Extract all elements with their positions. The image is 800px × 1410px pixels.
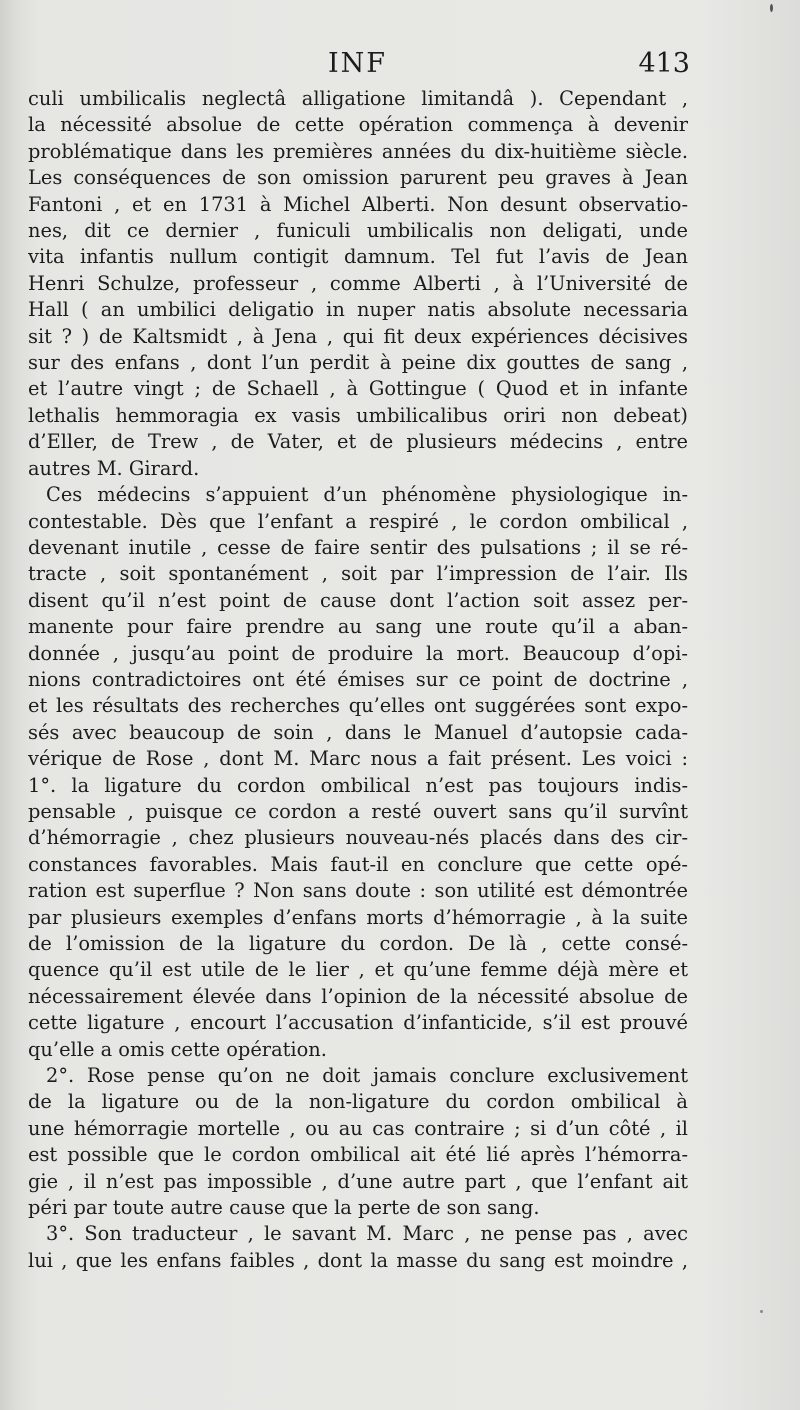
text-line: 2°. Rose pense qu’on ne doit jamais conclure exclusivement (46, 1064, 688, 1088)
text-line: lui , que les enfans faibles , dont la masse du sang est moindre , (28, 1248, 688, 1272)
text-line: contestable. Dès que l’enfant a respiré , le cordon ombilical , (28, 509, 688, 533)
body-text (28, 86, 688, 1274)
text-line: Fantoni , et en 1731 à Michel Alberti. Non desunt observatio- (28, 192, 688, 216)
text-line: de l’omission de la ligature du cordon. De là , cette consé- (28, 932, 688, 955)
text-line: culi umbilicalis neglectâ alligatione limitandâ ). Cependant , (28, 87, 688, 110)
text-line: une hémorragie mortelle , ou au cas contraire ; si d’un côté , il (28, 1116, 688, 1140)
text-line: Hall ( an umbilici deligatio in nuper natis absolute necessaria (28, 298, 688, 322)
text-line: qu’elle a omis cette opération. (28, 1037, 327, 1061)
text-line: Henri Schulze, professeur , comme Alberti , à l’Université de (28, 271, 688, 295)
text-line: donnée , jusqu’au point de produire la mort. Beaucoup d’opi- (28, 641, 688, 665)
text-line: nécessairement élevée dans l’opinion de la nécessité absolue de (28, 984, 688, 1008)
text-line: péri par toute autre cause que la perte de son sang. (28, 1196, 540, 1220)
ink-speck (760, 1310, 763, 1313)
text-line: 1°. la ligature du cordon ombilical n’est pas toujours indis- (28, 773, 688, 797)
text-line: sés avec beaucoup de soin , dans le Manuel d’autopsie cada- (28, 720, 688, 744)
text-line: pensable , puisque ce cordon a resté ouvert sans qu’il survînt (28, 799, 688, 823)
text-line: 3°. Son traducteur , le savant M. Marc , ne pense pas , avec (46, 1222, 688, 1246)
text-line: Les conséquences de son omission parurent peu graves à Jean (28, 166, 688, 190)
text-line: devenant inutile , cesse de faire sentir des pulsations ; il se ré- (28, 535, 688, 559)
text-line: et l’autre vingt ; de Schaell , à Gottingue ( Quod et in infante (28, 377, 688, 401)
text-line: vita infantis nullum contigit damnum. Tel fut l’avis de Jean (28, 245, 688, 269)
text-line: tracte , soit spontanément , soit par l’impression de l’air. Ils (28, 562, 688, 586)
text-line: constances favorables. Mais faut-il en conclure que cette opé- (28, 852, 688, 876)
text-line: d’hémorragie , chez plusieurs nouveau-nés placés dans des cir- (28, 826, 688, 850)
text-line: Ces médecins s’appuient d’un phénomène physiologique in- (46, 483, 688, 507)
text-line: cette ligature , encourt l’accusation d’infanticide, s’il est prouvé (28, 1011, 688, 1035)
text-line: sur des enfans , dont l’un perdit à peine dix gouttes de sang , (28, 351, 688, 375)
text-line: et les résultats des recherches qu’elles ont suggérées sont expo- (28, 694, 688, 718)
text-line: la nécessité absolue de cette opération commença à devenir (28, 113, 688, 137)
ink-speck (770, 4, 773, 12)
page-header (28, 48, 688, 84)
text-line: disent qu’il n’est point de cause dont l’action soit assez per- (28, 588, 688, 612)
text-line: par plusieurs exemples d’enfans morts d’hémorragie , à la suite (28, 905, 688, 929)
text-line: autres M. Girard. (28, 456, 200, 480)
text-line: lethalis hemmoragia ex vasis umbilicalibus oriri non debeat) (28, 403, 688, 427)
text-line: manente pour faire prendre au sang une route qu’il a aban- (28, 615, 688, 639)
text-line: problématique dans les premières années du dix-huitième siècle. (28, 139, 688, 163)
text-line: nions contradictoires ont été émises sur ce point de doctrine , (28, 667, 688, 691)
text-line: ration est superflue ? Non sans doute : son utilité est démontrée (28, 879, 688, 903)
text-line: est possible que le cordon ombilical ait été lié après l’hémorra- (28, 1143, 688, 1167)
text-line: nes, dit ce dernier , funiculi umbilicalis non deligati, unde (28, 219, 688, 243)
text-line: vérique de Rose , dont M. Marc nous a fait présent. Les voici : (28, 747, 688, 771)
text-line: gie , il n’est pas impossible , d’une autre part , que l’enfant ait (28, 1169, 688, 1193)
text-line: sit ? ) de Kaltsmidt , à Jena , qui fit deux expériences décisives (28, 324, 688, 348)
page-number: 413 (638, 48, 690, 79)
text-line: quence qu’il est utile de le lier , et qu’une femme déjà mère et (28, 958, 688, 982)
text-line: de la ligature ou de la non-ligature du cordon ombilical à (28, 1090, 688, 1114)
running-head: INF (328, 48, 388, 79)
text-line: d’Eller, de Trew , de Vater, et de plusieurs médecins , entre (28, 430, 688, 454)
